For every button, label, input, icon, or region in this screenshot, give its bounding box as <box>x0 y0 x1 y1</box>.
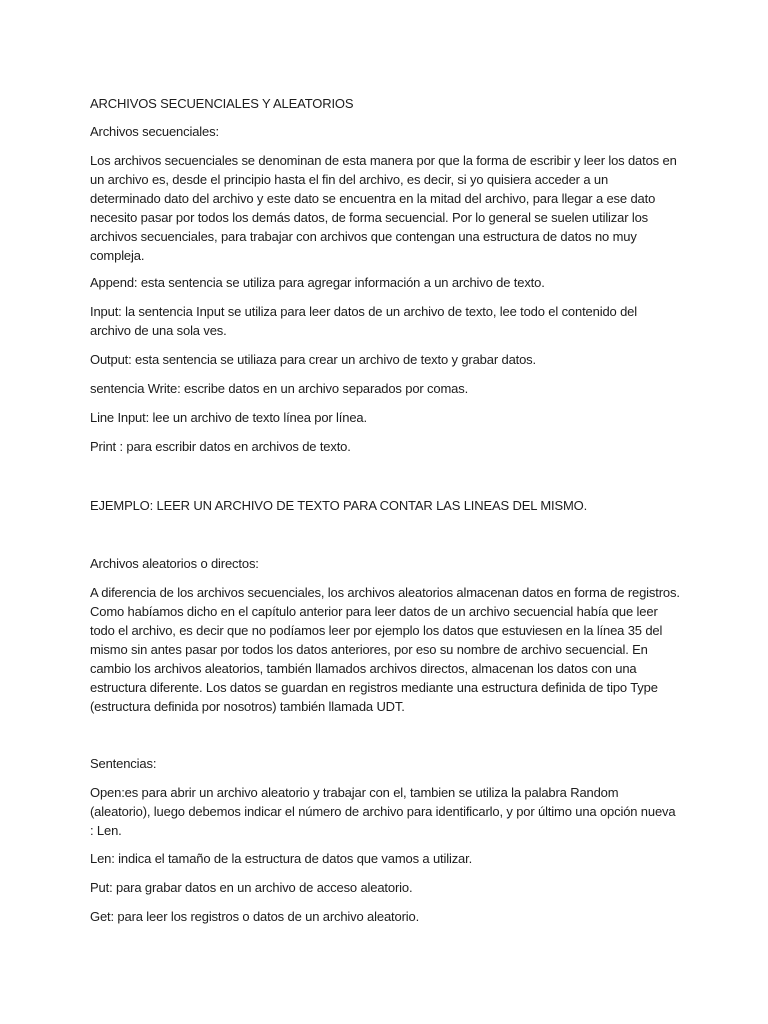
paragraph-open: Open:es para abrir un archivo aleatorio y trabajar con el, tambien se utiliza la palabra Random (aleatorio), luego debemos indicar el número de archivo para identificarlo, y por último una opción nueva : Len. <box>90 785 676 838</box>
paragraph-aleatorios: A diferencia de los archivos secuenciales, los archivos aleatorios almacenan datos en forma de registros. Como habíamos dicho en el capítulo anterior para leer datos de un archivo secuencial había que leer todo el archivo, es decir que no podíamos leer por ejemplo los datos que estuviesen en la línea 35 del mismo sin antes pasar por todos los datos anteriores, por eso su nombre de archivo secuencial. En cambio los archivos aleatorios, también llamados archivos directos, almacenan los datos con una estructura diferente. Los datos se guardan en registros mediante una estructura definida de tipo Type (estructura definida por nosotros) también llamada UDT. <box>90 585 680 714</box>
paragraph-line-input: Line Input: lee un archivo de texto línea por línea. <box>90 410 367 425</box>
paragraph-output: Output: esta sentencia se utiliaza para crear un archivo de texto y grabar datos. <box>90 352 536 367</box>
paragraph-len: Len: indica el tamaño de la estructura de datos que vamos a utilizar. <box>90 851 473 866</box>
paragraph-get: Get: para leer los registros o datos de un archivo aleatorio. <box>90 909 420 924</box>
paragraph-input: Input: la sentencia Input se utiliza para leer datos de un archivo de texto, lee todo el contenido del archivo de una sola ves. <box>90 304 637 338</box>
section-heading-secuenciales: Archivos secuenciales: <box>90 124 219 139</box>
paragraph-secuenciales-intro: Los archivos secuenciales se denominan de esta manera por que la forma de escribir y leer los datos en un archivo es, desde el principio hasta el fin del archivo, es decir, si yo quisiera acceder a un determinado dato del archivo y este dato se encuentra en la mitad del archivo, para llegar a ese dato necesito pasar por todos los demás datos, de forma secuencial. Por lo general se suelen utilizar los archivos secuenciales, para trabajar con archivos que contengan una estructura de datos no muy compleja. <box>90 153 677 263</box>
paragraph-append: Append: esta sentencia se utiliza para agregar información a un archivo de texto. <box>90 275 545 290</box>
section-heading-sentencias: Sentencias: <box>90 756 157 771</box>
example-heading: EJEMPLO: LEER UN ARCHIVO DE TEXTO PARA CONTAR LAS LINEAS DEL MISMO. <box>90 498 588 513</box>
paragraph-put: Put: para grabar datos en un archivo de acceso aleatorio. <box>90 880 413 895</box>
section-heading-aleatorios: Archivos aleatorios o directos: <box>90 556 259 571</box>
paragraph-print: Print : para escribir datos en archivos de texto. <box>90 439 351 454</box>
document-title: ARCHIVOS SECUENCIALES Y ALEATORIOS <box>90 96 354 111</box>
paragraph-write: sentencia Write: escribe datos en un archivo separados por comas. <box>90 381 469 396</box>
